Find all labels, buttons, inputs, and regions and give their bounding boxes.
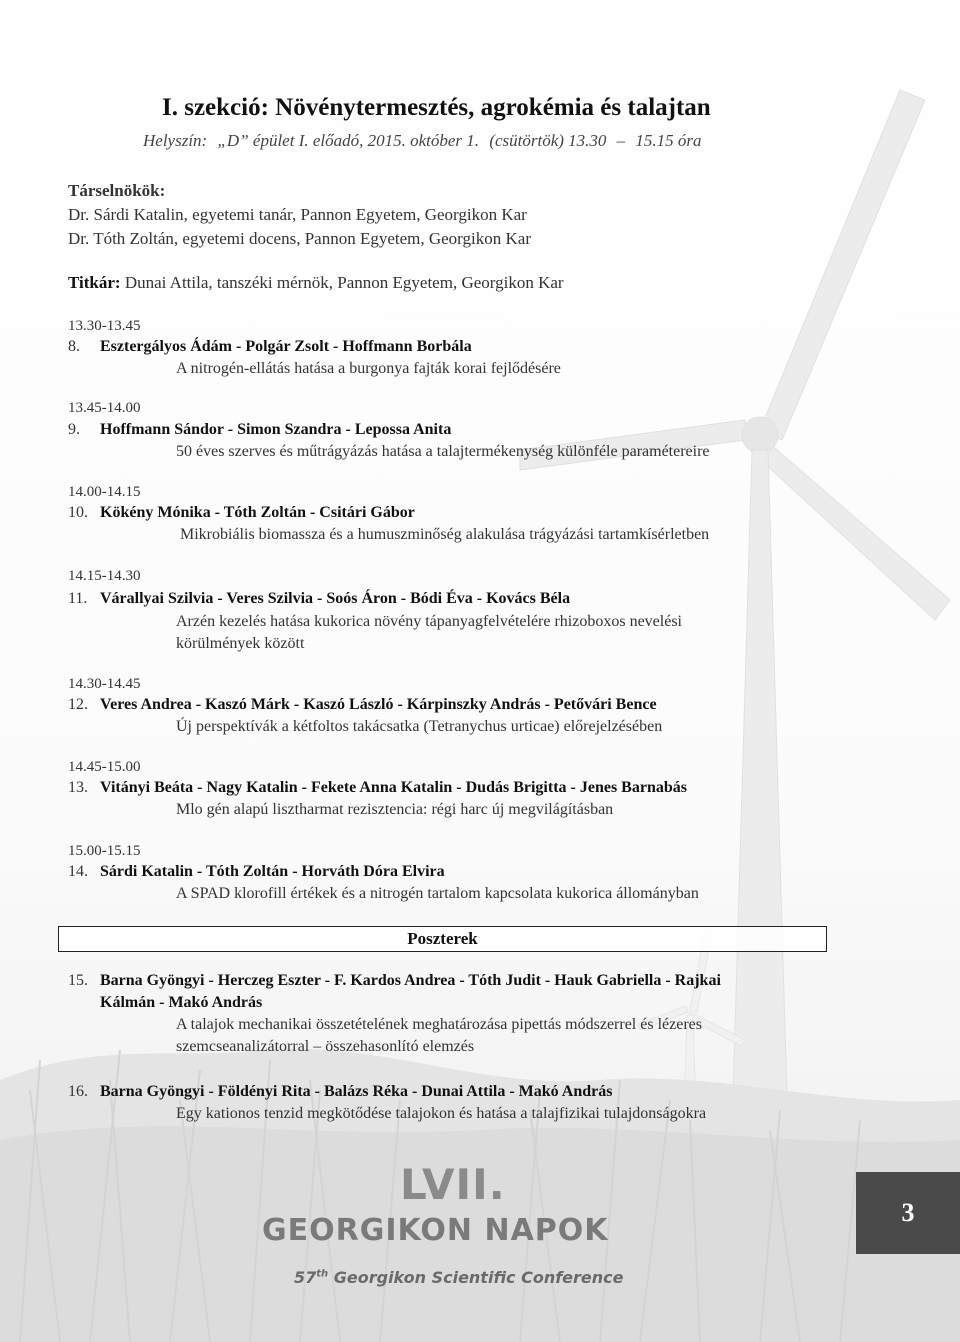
author-list: Vitányi Beáta - Nagy Katalin - Fekete Anna Katalin - Dudás Brigitta - Jenes Barnabás	[100, 779, 687, 796]
section-title: I. szekció: Növénytermesztés, agrokémia és talajtan	[162, 94, 711, 121]
venue-line	[143, 131, 708, 151]
venue-part: „D” épület I. előadó, 2015. október 1.	[217, 131, 480, 150]
poster-number: 16.	[68, 1083, 88, 1100]
secretary-label: Titkár:	[68, 273, 121, 292]
venue-part: 15.15 óra	[635, 131, 702, 150]
presentation-authors	[68, 504, 415, 522]
presentation-authors	[68, 779, 687, 797]
poster-authors	[68, 1083, 612, 1101]
presentation-authors	[68, 590, 570, 608]
presentation-number: 12.	[68, 696, 88, 713]
venue-part: (csütörtök) 13.30	[489, 131, 607, 150]
author-list: Kökény Mónika - Tóth Zoltán - Csitári Gábor	[100, 504, 415, 521]
poster-title: Egy kationos tenzid megkötődése talajokon és hatása a talajfizikai tulajdonságokra	[176, 1105, 707, 1122]
presentation-title: Mlo gén alapú lisztharmat rezisztencia: régi harc új megvilágításban	[176, 801, 614, 818]
poster-authors-continued	[100, 994, 262, 1012]
author-list: Kálmán - Makó András	[100, 994, 263, 1011]
time-slot: 13.30-13.45	[68, 318, 141, 334]
poster-title: szemcseanalizátorral – összehasonlító elemzés	[176, 1038, 475, 1055]
poster-authors	[68, 972, 721, 990]
time-slot: 14.45-15.00	[68, 759, 141, 775]
presentation-authors	[68, 421, 451, 439]
chairs-label: Társelnökök:	[68, 181, 166, 200]
time-slot: 14.00-14.15	[68, 484, 141, 500]
presentation-number: 10.	[68, 504, 88, 521]
presentation-title: A nitrogén-ellátás hatása a burgonya fajták korai fejlődésére	[176, 360, 561, 377]
presentation-authors	[68, 338, 472, 356]
presentation-number: 13.	[68, 779, 88, 796]
poster-number: 15.	[68, 972, 88, 989]
presentation-title: Új perspektívák a kétfoltos takácsatka (Tetranychus urticae) előrejelzésében	[176, 718, 663, 735]
time-slot: 15.00-15.15	[68, 843, 141, 859]
subtitle-text: Georgikon Scientific Conference	[328, 1268, 624, 1287]
presentation-title: A SPAD klorofill értékek és a nitrogén tartalom kapcsolata kukorica állományban	[176, 885, 699, 902]
venue-part: –	[616, 131, 626, 150]
author-list: Sárdi Katalin - Tóth Zoltán - Horváth Dóra Elvira	[100, 863, 445, 880]
edition-number: 57	[294, 1268, 317, 1287]
chair-entry: Dr. Tóth Zoltán, egyetemi docens, Pannon Egyetem, Georgikon Kar	[68, 229, 531, 248]
presentation-title: körülmények között	[176, 635, 305, 652]
time-slot: 14.30-14.45	[68, 676, 141, 692]
author-list: Várallyai Szilvia - Veres Szilvia - Soós Áron - Bódi Éva - Kovács Béla	[100, 590, 571, 607]
presentation-number: 11.	[68, 590, 88, 607]
time-slot: 14.15-14.30	[68, 568, 141, 584]
author-list: Hoffmann Sándor - Simon Szandra - Lepossa Anita	[100, 421, 452, 438]
secretary-entry	[68, 273, 564, 293]
chair-entry: Dr. Sárdi Katalin, egyetemi tanár, Pannon Egyetem, Georgikon Kar	[68, 205, 527, 224]
presentation-title: 50 éves szerves és műtrágyázás hatása a talajtermékenység különféle paramétereire	[176, 443, 710, 460]
presentation-authors	[68, 863, 445, 881]
conference-subtitle	[294, 1268, 624, 1287]
conference-edition: LVII.	[400, 1160, 506, 1209]
presentation-number: 8.	[68, 338, 80, 355]
posters-heading: Poszterek	[58, 926, 827, 952]
ordinal-suffix: th	[316, 1268, 329, 1280]
author-list: Esztergályos Ádám - Polgár Zsolt - Hoffmann Borbála	[100, 338, 472, 355]
page-number: 3	[856, 1172, 960, 1254]
venue-part: Helyszín:	[143, 131, 208, 150]
author-list: Veres Andrea - Kaszó Márk - Kaszó László - Kárpinszky András - Petővári Bence	[100, 696, 657, 713]
author-list: Barna Gyöngyi - Herczeg Eszter - F. Kardos Andrea - Tóth Judit - Hauk Gabriella - Rajkai	[100, 972, 721, 989]
presentation-title: Arzén kezelés hatása kukorica növény tápanyagfelvételére rhizoboxos nevelési	[176, 613, 682, 630]
presentation-authors	[68, 696, 657, 714]
presentation-number: 14.	[68, 863, 88, 880]
presentation-number: 9.	[68, 421, 80, 438]
conference-title: GEORGIKON NAPOK	[262, 1213, 609, 1248]
presentation-title: Mikrobiális biomassza és a humuszminőség alakulása trágyázási tartamkísérletben	[180, 526, 710, 543]
poster-title: A talajok mechanikai összetételének meghatározása pipettás módszerrel és lézeres	[176, 1016, 702, 1033]
author-list: Barna Gyöngyi - Földényi Rita - Balázs Réka - Dunai Attila - Makó András	[100, 1083, 613, 1100]
secretary-name: Dunai Attila, tanszéki mérnök, Pannon Egyetem, Georgikon Kar	[120, 273, 564, 292]
time-slot: 13.45-14.00	[68, 400, 141, 416]
